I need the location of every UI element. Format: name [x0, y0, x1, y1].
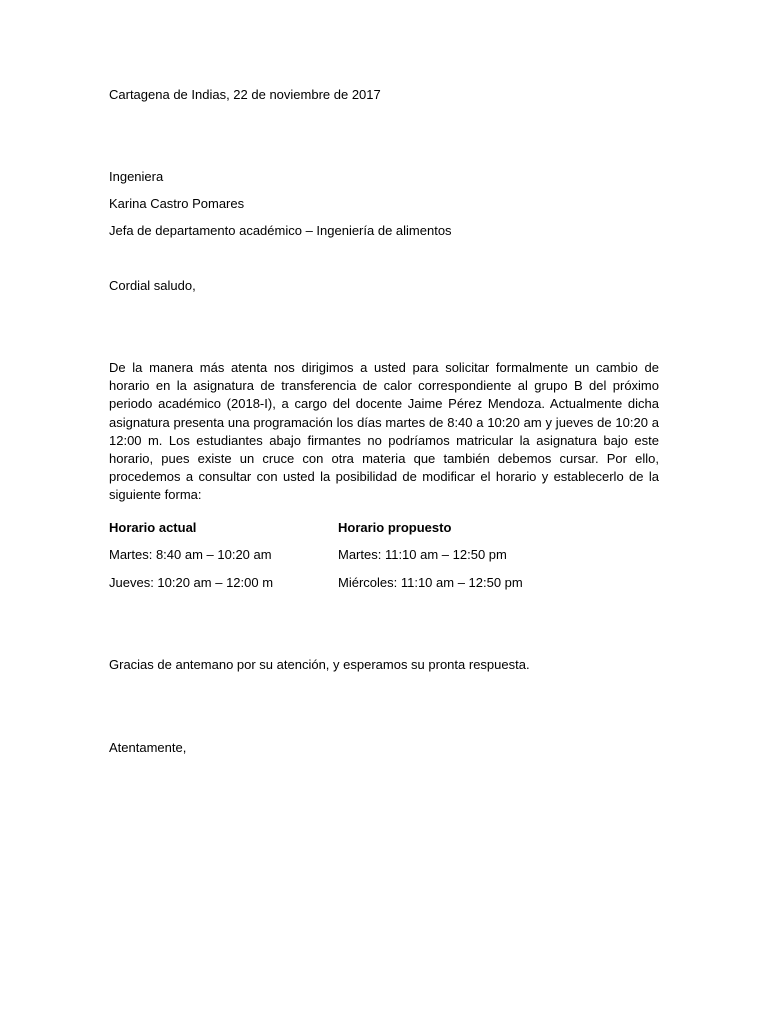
recipient-title: Ingeniera — [109, 169, 164, 184]
proposed-schedule-item: Martes: 11:10 am – 12:50 pm — [338, 547, 507, 562]
closing: Atentamente, — [109, 740, 187, 755]
greeting: Cordial saludo, — [109, 278, 196, 293]
recipient-name: Karina Castro Pomares — [109, 196, 245, 211]
letter-body: De la manera más atenta nos dirigimos a usted para solicitar formalmente un cambio de horario en la asignatura de transferencia de calor correspondiente al grupo B del próximo periodo académico (2018-I), a cargo del docente Jaime Pérez Mendoza. Actualmente dicha asignatura presenta una programación los días martes de 8:40 a 10:20 am y jueves de 10:20 a 12:00 m. Los estudiantes abajo firmantes no podríamos matricular la asignatura bajo este horario, pues existe un cruce con otra materia que también debemos cursar. Por ello, procedemos a consultar con usted la posibilidad de modificar el horario y establecerlo de la siguiente forma: — [109, 360, 659, 503]
proposed-schedule-item: Miércoles: 11:10 am – 12:50 pm — [338, 575, 523, 590]
recipient-position: Jefa de departamento académico – Ingeniería de alimentos — [109, 223, 452, 238]
current-schedule-item: Martes: 8:40 am – 10:20 am — [109, 547, 272, 562]
place-date: Cartagena de Indias, 22 de noviembre de 2017 — [109, 87, 381, 102]
thanks-line: Gracias de antemano por su atención, y esperamos su pronta respuesta. — [109, 657, 530, 672]
current-schedule-item: Jueves: 10:20 am – 12:00 m — [109, 575, 274, 590]
current-schedule-header: Horario actual — [109, 520, 197, 535]
proposed-schedule-header: Horario propuesto — [338, 520, 452, 535]
